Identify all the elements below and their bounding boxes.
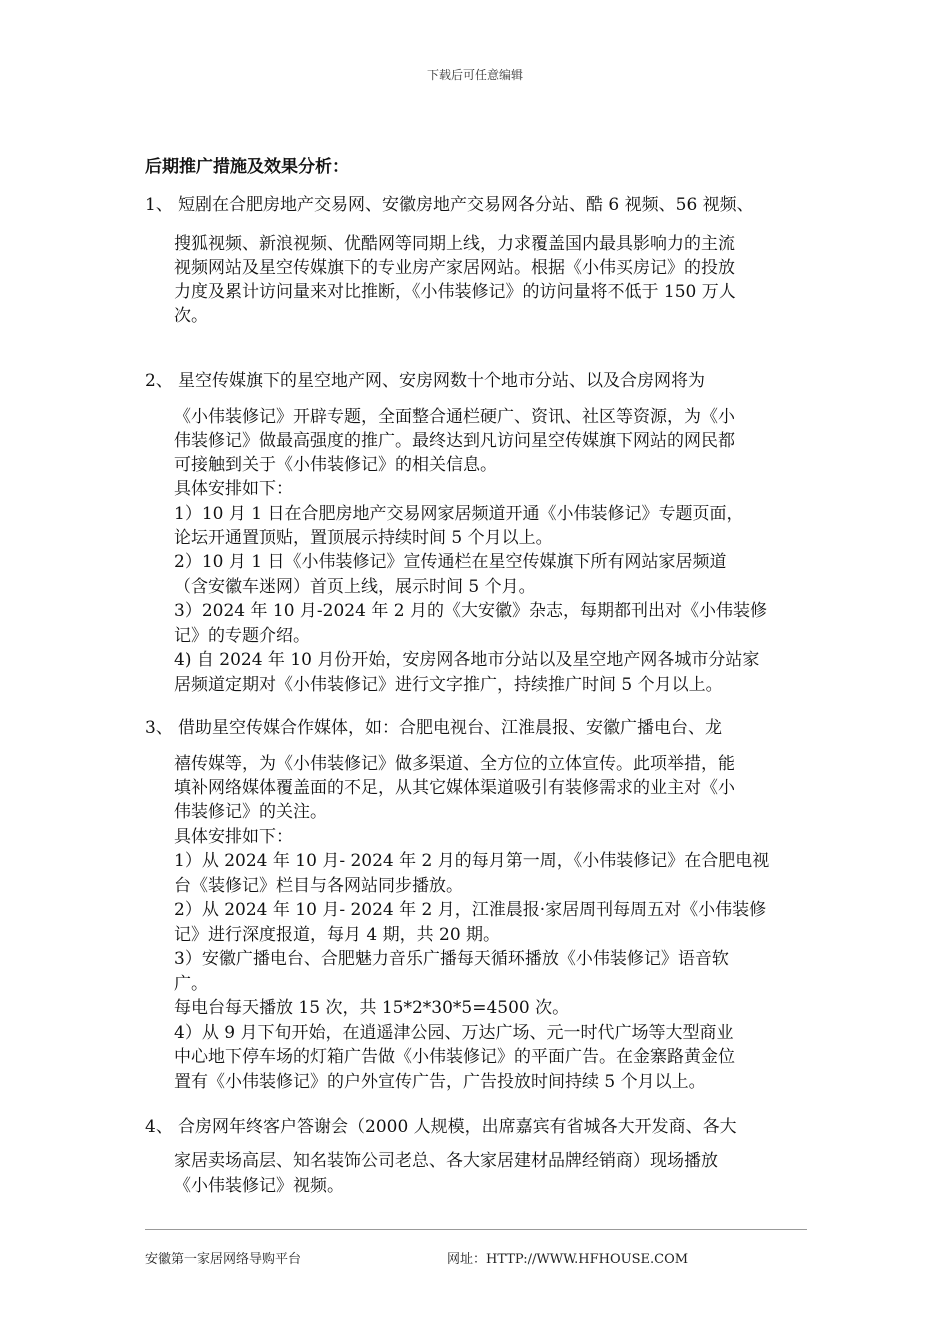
item-number: 2、 [145,371,173,391]
item-text-line: 合房网年终客户答谢会（2000 人规模，出席嘉宾有省城各大开发商、各大 [178,1117,737,1137]
page-header: 下载后可任意编辑 [426,68,523,82]
item-text-line: 力度及累计访问量来对比推断，《小伟装修记》的访问量将不低于 150 万人 [174,282,736,302]
item-text-line: 家居卖场高层、知名装饰公司老总、各大家居建材品牌经销商）现场播放 [174,1151,718,1171]
item-text-line: 具体安排如下： [174,827,293,847]
item-number: 4、 [145,1117,173,1137]
footer-site-name: 安徽第一家居网络导购平台 [145,1252,302,1267]
item-text-line: 1）10 月 1 日在合肥房地产交易网家居频道开通《小伟装修记》专题页面， [174,504,744,524]
footer-divider [145,1229,807,1230]
item-text-line: 2）10 月 1 日《小伟装修记》宣传通栏在星空传媒旗下所有网站家居频道 [174,552,727,572]
item-text-line: 居频道定期对《小伟装修记》进行文字推广，持续推广时间 5 个月以上。 [174,675,723,695]
section-heading: 后期推广措施及效果分析： [145,157,349,177]
item-text-line: 伟装修记》做最高强度的推广。最终达到凡访问星空传媒旗下网站的网民都 [174,431,735,451]
item-text-line: 视频网站及星空传媒旗下的专业房产家居网站。根据《小伟买房记》的投放 [174,258,735,278]
footer-url: 网址：HTTP://WWW.HFHOUSE.COM [447,1252,689,1267]
item-text-line: 每电台每天播放 15 次，共 15*2*30*5=4500 次。 [174,998,570,1018]
item-text-line: 可接触到关于《小伟装修记》的相关信息。 [174,455,497,475]
item-text-line: 4) 自 2024 年 10 月份开始，安房网各地市分站以及星空地产网各城市分站家 [174,650,760,670]
item-text-line: 1）从 2024 年 10 月- 2024 年 2 月的每月第一周，《小伟装修记》在合肥电视 [174,851,770,871]
item-text-line: 中心地下停车场的灯箱广告做《小伟装修记》的平面广告。在金寨路黄金位 [174,1047,735,1067]
item-text-line: 星空传媒旗下的星空地产网、安房网数十个地市分站、以及合房网将为 [178,371,705,391]
item-text-line: 《小伟装修记》开辟专题，全面整合通栏硬广、资讯、社区等资源，为《小 [174,407,735,427]
item-text-line: 3）安徽广播电台、合肥魅力音乐广播每天循环播放《小伟装修记》语音软 [174,949,729,969]
item-text-line: 《小伟装修记》视频。 [174,1176,344,1196]
item-text-line: 禧传媒等，为《小伟装修记》做多渠道、全方位的立体宣传。此项举措，能 [174,754,735,774]
item-text-line: 短剧在合肥房地产交易网、安徽房地产交易网各分站、酷 6 视频、56 视频、 [178,195,754,215]
item-text-line: 具体安排如下： [174,479,293,499]
item-text-line: 搜狐视频、新浪视频、优酷网等同期上线，力求覆盖国内最具影响力的主流 [174,234,735,254]
item-text-line: 次。 [174,306,208,326]
item-text-line: 2）从 2024 年 10 月- 2024 年 2 月，江淮晨报·家居周刊每周五对《小伟装修 [174,900,767,920]
item-text-line: 借助星空传媒合作媒体，如：合肥电视台、江淮晨报、安徽广播电台、龙 [178,718,722,738]
item-text-line: 3）2024 年 10 月-2024 年 2 月的《大安徽》杂志，每期都刊出对《小伟装修 [174,601,767,621]
item-text-line: 记》进行深度报道，每月 4 期，共 20 期。 [174,925,501,945]
item-text-line: 填补网络媒体覆盖面的不足，从其它媒体渠道吸引有装修需求的业主对《小 [174,778,735,798]
item-number: 1、 [145,195,173,215]
item-number: 3、 [145,718,173,738]
item-text-line: 论坛开通置顶贴，置顶展示持续时间 5 个月以上。 [174,528,553,548]
item-text-line: （含安徽车迷网）首页上线，展示时间 5 个月。 [174,577,536,597]
item-text-line: 伟装修记》的关注。 [174,802,327,822]
item-text-line: 置有《小伟装修记》的户外宣传广告，广告投放时间持续 5 个月以上。 [174,1072,706,1092]
item-text-line: 台《装修记》栏目与各网站同步播放。 [174,876,463,896]
item-text-line: 4）从 9 月下旬开始，在逍遥津公园、万达广场、元一时代广场等大型商业 [174,1023,734,1043]
item-text-line: 广。 [174,974,208,994]
item-text-line: 记》的专题介绍。 [174,626,310,646]
